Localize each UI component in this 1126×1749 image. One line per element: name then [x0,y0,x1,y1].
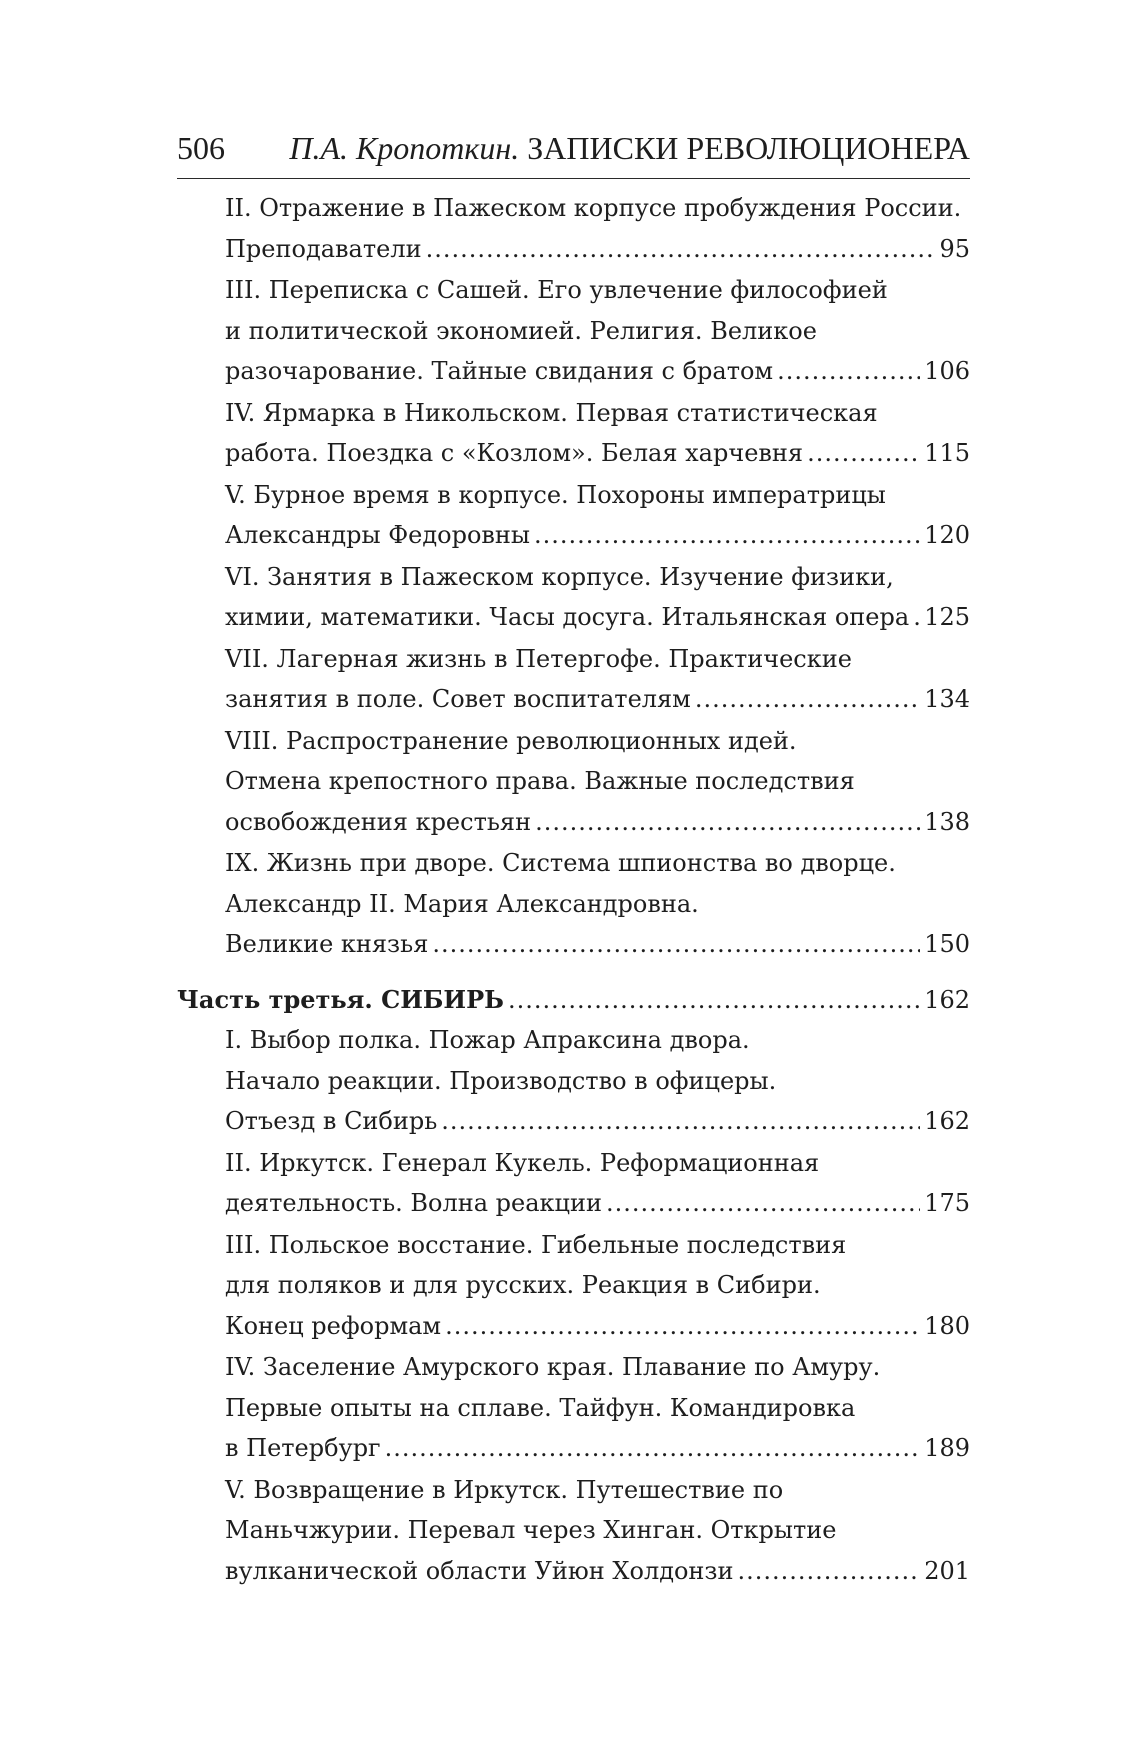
toc-entry-line: Александр II. Мария Александровна. [225,889,699,918]
toc-page-number: 180 [924,1311,970,1340]
dot-leader [508,980,920,1021]
running-title-author: П.А. Кропоткин. [289,130,520,166]
part-spacer [177,966,970,980]
toc-entry-line: для поляков и для русских. Реакция в Сибири. [225,1271,821,1299]
toc-entry-last-line [177,924,970,965]
toc-page-number: 95 [939,234,970,263]
dot-leader [432,924,920,965]
dot-leader [385,1428,921,1469]
toc-entry-last-line [177,1306,970,1347]
toc-chapter-entry[interactable] [177,475,970,556]
toc-page-number: 189 [924,1434,970,1462]
toc-entry-line: Первые опыты на сплаве. Тайфун. Командировка [225,1393,856,1422]
toc-page-number: 120 [924,521,970,549]
dot-leader [695,679,920,720]
toc-page-number: 150 [924,930,970,958]
toc-chapter-entry[interactable] [177,1347,970,1469]
dot-leader [606,1183,920,1224]
toc-entry-text: Преподаватели [225,234,422,263]
toc-entry-last-line [177,229,970,270]
toc-entry-last-line [177,1183,970,1224]
toc-entry-last-line [177,1551,970,1592]
toc-entry-line: II. Отражение в Пажеском корпусе пробуждения России. [225,194,962,222]
dot-leader [535,802,920,843]
toc-chapter-entry[interactable] [177,393,970,474]
toc-entry-line: III. Польское восстание. Гибельные последствия [225,1230,847,1259]
toc-entry-line: II. Иркутск. Генерал Кукель. Реформационная [225,1148,820,1177]
toc-entry-last-line [177,597,970,638]
toc-chapter-entry[interactable] [177,1470,970,1592]
toc-entry-line: Маньчжурии. Перевал через Хинган. Открытие [225,1516,837,1544]
toc-entry-text: работа. Поездка с «Козлом». Белая харчевня [225,439,804,467]
toc-entry-line: I. Выбор полка. Пожар Апраксина двора. [225,1026,750,1054]
toc-entry-last-line [177,980,970,1021]
toc-entry-line: V. Возвращение в Иркутск. Путешествие по [225,1475,784,1504]
dot-leader [777,351,920,392]
toc-entry-line: VII. Лагерная жизнь в Петергофе. Практические [225,644,852,673]
toc-chapter-entry[interactable] [177,1225,970,1347]
toc-entry-line: Отмена крепостного права. Важные последствия [225,767,855,795]
toc-chapter-entry[interactable] [177,639,970,720]
toc-entry-line: VI. Занятия в Пажеском корпусе. Изучение физики, [225,562,894,591]
toc-entry-text: разочарование. Тайные свидания с братом [225,357,774,385]
header-rule [177,178,970,179]
toc-entry-last-line [177,351,970,392]
toc-chapter-entry[interactable] [177,270,970,392]
toc-entry-text: освобождения крестьян [225,807,532,836]
toc-entry-text: Конец реформам [225,1311,442,1340]
toc-page-number: 175 [924,1189,970,1217]
dot-leader [441,1101,920,1142]
dot-leader [913,597,920,638]
toc-entry-text: деятельность. Волна реакции [225,1189,602,1217]
toc-page-number: 162 [924,1107,970,1135]
page-number: 506 [177,130,225,166]
toc-chapter-entry[interactable] [177,1020,970,1142]
toc-entry-line: и политической экономией. Религия. Великое [225,316,817,345]
toc-entry-last-line [177,433,970,474]
toc-page-number: 106 [924,357,970,385]
toc-part-entry[interactable] [177,980,970,1021]
toc-part-title: Часть третья. СИБИРЬ [177,984,504,1014]
toc-entry-last-line [177,679,970,720]
toc-entry-line: Начало реакции. Производство в офицеры. [225,1066,777,1095]
toc-entry-line: IV. Заселение Амурского края. Плавание по Амуру. [225,1353,881,1381]
table-of-contents [177,188,970,1592]
running-title [289,128,970,168]
toc-entry-text: вулканической области Уйюн Холдонзи [225,1556,734,1585]
toc-entry-line: V. Бурное время в корпусе. Похороны императрицы [225,480,886,509]
toc-entry-text: занятия в поле. Совет воспитателям [225,685,691,713]
toc-chapter-entry[interactable] [177,188,970,269]
toc-page-number: 138 [924,807,970,836]
toc-entry-text: химии, математики. Часы досуга. Итальянская опера [225,603,910,631]
toc-entry-line: III. Переписка с Сашей. Его увлечение философией [225,276,888,304]
toc-entry-line: IV. Ярмарка в Никольском. Первая статистическая [225,398,878,427]
running-head [177,128,970,168]
toc-page-number: 201 [924,1556,970,1585]
dot-leader [426,229,936,270]
toc-entry-last-line [177,1101,970,1142]
toc-chapter-entry[interactable] [177,557,970,638]
toc-entry-text: Великие князья [225,930,429,958]
running-title-book: ЗАПИСКИ РЕВОЛЮЦИОНЕРА [527,130,970,166]
toc-entry-last-line [177,515,970,556]
dot-leader [534,515,920,556]
toc-entry-line: VIII. Распространение революционных идей. [225,726,797,755]
toc-entry-text: Александры Федоровны [225,521,531,549]
toc-page-number: 125 [924,603,970,631]
toc-entry-line: IX. Жизнь при дворе. Система шпионства во дворце. [225,849,896,877]
toc-entry-last-line [177,802,970,843]
dot-leader [807,433,920,474]
toc-chapter-entry[interactable] [177,843,970,965]
dot-leader [445,1306,920,1347]
toc-entry-text: в Петербург [225,1434,381,1462]
toc-page-number: 115 [924,439,970,467]
toc-chapter-entry[interactable] [177,1143,970,1224]
toc-entry-text: Отъезд в Сибирь [225,1107,438,1135]
dot-leader [738,1551,921,1592]
toc-chapter-entry[interactable] [177,721,970,843]
toc-page-number: 162 [924,985,970,1014]
toc-entry-last-line [177,1428,970,1469]
toc-page-number: 134 [924,685,970,713]
